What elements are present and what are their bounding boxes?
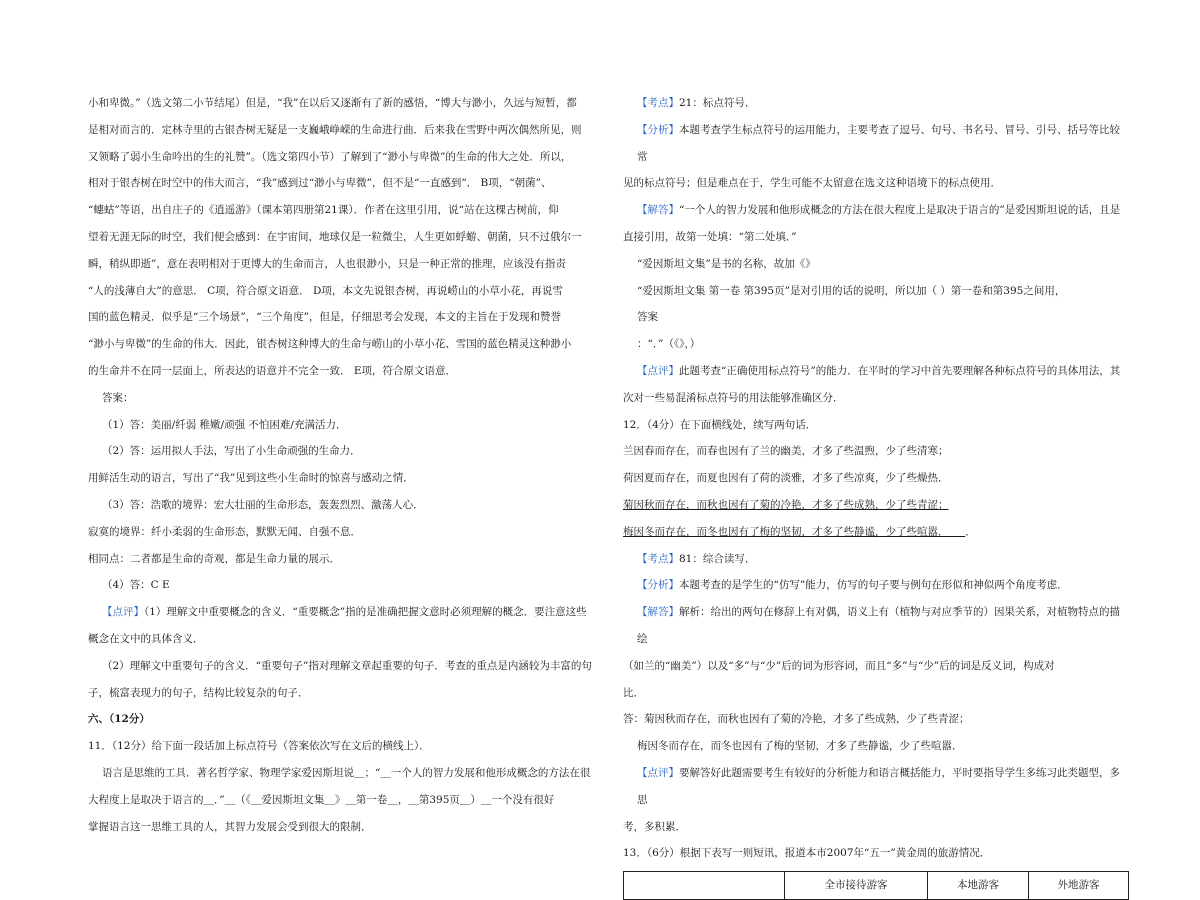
answer-12-line-1: 答：菊因秋而存在，而秋也因有了菊的冷艳，才多了些成熟，少了些青涩；: [623, 713, 970, 726]
analysis-line: 相对于银杏树在时空中的伟大而言，“我”感到过“渺小与卑微”，但不是“一直感到”． B项，“朝菌”、: [88, 177, 552, 190]
dianping-2-text: 要解答好此题需要考生有较好的分析能力和语言概括能力，平时要指导学生多练习此类题型，多思: [637, 766, 1120, 806]
question-13-title: 13．（6分）根据下表写一则短讯，报道本市2007年“五一”黄金周的旅游情况．: [623, 847, 991, 860]
answer-label: 答案: [637, 311, 658, 324]
analysis-line: “渺小与卑微”的生命的伟大．因此，银杏树这种博大的生命与崂山的小草小花、雪国的蓝色精灵这种渺小: [88, 338, 572, 351]
jieda-2-line: [623, 599, 1129, 653]
question-11-line-2: 大程度上是取决于语言的＿．”＿（《＿爱因斯坦文集＿》＿第一卷＿，＿第395页＿）＿一个没有很好: [88, 793, 555, 806]
analysis-line: “人的浅薄自大”的意思． C项，符合原文语意． D项，本文先说银杏树，再说崂山的小草小花，再说雪: [88, 284, 563, 297]
answer-3-line: 寂寞的境界：纤小柔弱的生命形态，默默无闻、自强不息．: [88, 525, 361, 538]
jieda-line: [623, 197, 1129, 224]
comment-continued: 概念在文中的具体含义．: [88, 632, 204, 645]
question-11-line-3: 掌握语言这一思维工具的人，其智力发展会受到很大的限制．: [88, 820, 372, 833]
dianping-text: 此题考查“正确使用标点符号”的能力．在平时的学习中首先要理解各种标点符号的具体用法，其: [679, 364, 1121, 377]
comment-2-line-2: 子，梳富表现力的句子，结构比较复杂的句子．: [88, 686, 309, 699]
q12-sentence-3: [623, 492, 1129, 519]
kaodian-text: 21：标点符号．: [679, 97, 756, 109]
analysis-line: 小和卑微。”（选文第二小节结尾）但是，“我”在以后又逐渐有了新的感悟，“博大与渺小，久远与短暂，都: [88, 97, 577, 109]
table-header-row: [624, 872, 1129, 900]
jieda-2-tag: 【解答】: [637, 606, 679, 619]
table-header-cell: 本地游客: [928, 872, 1029, 900]
dianping-2-line: [623, 760, 1129, 814]
fenxi-text: 本题考查学生标点符号的运用能力，主要考查了逗号、句号、书名号、冒号、引号、括号等比较常: [637, 123, 1120, 163]
jieda-line-2: 直接引用，故第一处填：“第二处填．”: [623, 230, 797, 243]
jieda-2-text: 解析：给出的两句在修辞上有对偶，语义上有（植物与对应季节的）因果关系，对植物特点的描绘: [637, 606, 1120, 645]
answer-3-line: 相同点：二者都是生命的奇观，都是生命力量的展示．: [88, 552, 340, 565]
fenxi-2-line: [623, 572, 1129, 599]
jieda-2-line-3: 比．: [623, 686, 644, 699]
answer-12-line-2: 梅因冬而存在，而冬也因有了梅的坚韧，才多了些静谧，少了些喧嚣．: [637, 740, 963, 753]
q12-answer-line-1: 菊因秋而存在，而秋也因有了菊的冷艳，才多了些成熟，少了些青涩；: [623, 498, 949, 511]
tourist-table: [623, 871, 1129, 900]
analysis-line: 的生命并不在同一层面上，所表达的语意并不完全一致． E项，符合原文语意．: [88, 364, 457, 377]
dianping-tag: 【点评】: [637, 364, 679, 377]
kaodian-2-text: 81：综合读写．: [679, 552, 756, 565]
kaodian-2-line: [623, 546, 1129, 573]
q12-answer-line-2: 梅因冬而存在，而冬也因有了梅的坚韧，才多了些静谧，少了些喧嚣．: [623, 525, 949, 538]
kaodian-line: [623, 90, 1129, 117]
fenxi-2-tag: 【分析】: [637, 579, 679, 592]
answer-2: （2）答：运用拟人手法，写出了小生命顽强的生命力．: [102, 445, 361, 458]
dianping-2-continued: 考，多积累．: [623, 820, 686, 833]
fenxi-2-text: 本题考查的是学生的“仿写”能力，仿写的句子要与例句在形似和神似两个角度考虑．: [679, 579, 1068, 592]
question-11-line-1: 语言是思维的工具．著名哲学家、物理学家爱因斯坦说＿；“＿一个人的智力发展和他形成概念的方法在很: [102, 766, 591, 779]
comment-tag: 【点评】: [102, 606, 144, 619]
jieda-line-4: “爱因斯坦文集 第一卷 第395页”是对引用的话的说明，所以加（ ）第一卷和第395之间用，: [637, 284, 1066, 297]
comment-paragraph: [88, 599, 608, 626]
q12-sentence-4: [623, 519, 1129, 546]
question-11-title: 11．（12分）给下面一段话加上标点符号（答案依次写在文后的横线上）．: [88, 740, 430, 753]
left-column: [88, 90, 608, 840]
q12-sentence-2: 荷因夏而存在，而夏也因有了荷的淡雅，才多了些凉爽，少了些燥热．: [623, 472, 949, 485]
analysis-line: 是相对而言的．定林寺里的古银杏树无疑是一支巍峨峥嵘的生命进行曲．后来我在雪野中两次偶然所见，则: [88, 123, 582, 136]
dianping-line: [623, 358, 1129, 385]
question-12-title: 12．（4分）在下面横线处，续写两句话．: [623, 418, 817, 431]
answer-label: 答案：: [102, 391, 134, 404]
jieda-2-line-2: （如兰的“幽美”）以及“多”与“少”后的词为形容词，而且“多”与“少”后的词是反义词，构成对: [623, 659, 1055, 672]
dianping-continued: 次对一些易混淆标点符号的用法能够准确区分．: [623, 391, 844, 404]
comment-2-line-1: （2）理解文中重要句子的含义．“重要句子”指对理解文章起重要的句子．考查的重点是内涵较为丰富的句: [102, 659, 592, 672]
answer-1: （1）答：美丽/纤弱 稚嫩/顽强 不怕困难/充满活力．: [102, 418, 347, 431]
jieda-tag: 【解答】: [637, 204, 679, 217]
jieda-line-3: “爱因斯坦文集”是书的名称，故加《》: [637, 257, 816, 270]
jieda-text: “一个人的智力发展和他形成概念的方法在很大程度上是取决于语言的”是爱因斯坦说的话，且是: [679, 204, 1121, 217]
comment-text: （1）理解文中重要概念的含义．“重要概念”指的是准确把握文意时必须理解的概念．要注意这些: [144, 606, 587, 619]
answer-4: （4）答：C E: [102, 579, 170, 592]
analysis-line: 又领略了弱小生命吟出的生的礼赞”。（选文第四小节）了解到了“渺小与卑微”的生命的伟大之处．所以，: [88, 150, 572, 163]
table-header-cell: [624, 872, 785, 900]
answer-2-continued: 用鲜活生动的语言，写出了“我”见到这些小生命时的惊喜与感动之情．: [88, 472, 414, 485]
right-column: [623, 90, 1129, 900]
section-title: 六、（12分）: [88, 713, 150, 726]
answer-marks: ：“．”（《》，）: [637, 338, 701, 351]
analysis-line: 望着无涯无际的时空，我们便会感到：在宇宙间，地球仅是一粒微尘，人生更如蜉蝣、朝菌，只不过俄尔一: [88, 230, 582, 243]
fenxi-line: [623, 117, 1129, 171]
table-header-cell: 外地游客: [1029, 872, 1129, 900]
fenxi-continued: 见的标点符号；但是难点在于，学生可能不太留意在选文这种语境下的标点使用．: [623, 177, 1001, 190]
table-header-cell: 全市接待游客: [785, 872, 928, 900]
dianping-2-tag: 【点评】: [637, 766, 679, 779]
analysis-line: 国的蓝色精灵．似乎是“三个场景”，“三个角度”，但是，仔细思考会发现，本文的主旨在于发现和赞誉: [88, 311, 561, 324]
analysis-line: 瞬，稍纵即逝”，意在表明相对于更博大的生命而言，人也很渺小，只是一种正常的推理，应该没有指责: [88, 257, 566, 270]
answer-3: （3）答：浩歌的境界：宏大壮丽的生命形态，轰轰烈烈、激荡人心．: [102, 498, 424, 511]
kaodian-tag: 【考点】: [637, 97, 679, 109]
analysis-line: “蟪蛄”等语，出自庄子的《逍遥游》（课本第四册第21课）．作者在这里引用，说“站在这棵古树前，仰: [88, 204, 559, 217]
q12-sentence-1: 兰因春而存在，而春也因有了兰的幽美，才多了些温煦，少了些清寒；: [623, 445, 949, 458]
kaodian-2-tag: 【考点】: [637, 552, 679, 565]
q12-end-mark: ．: [965, 525, 976, 538]
fenxi-tag: 【分析】: [637, 123, 679, 136]
